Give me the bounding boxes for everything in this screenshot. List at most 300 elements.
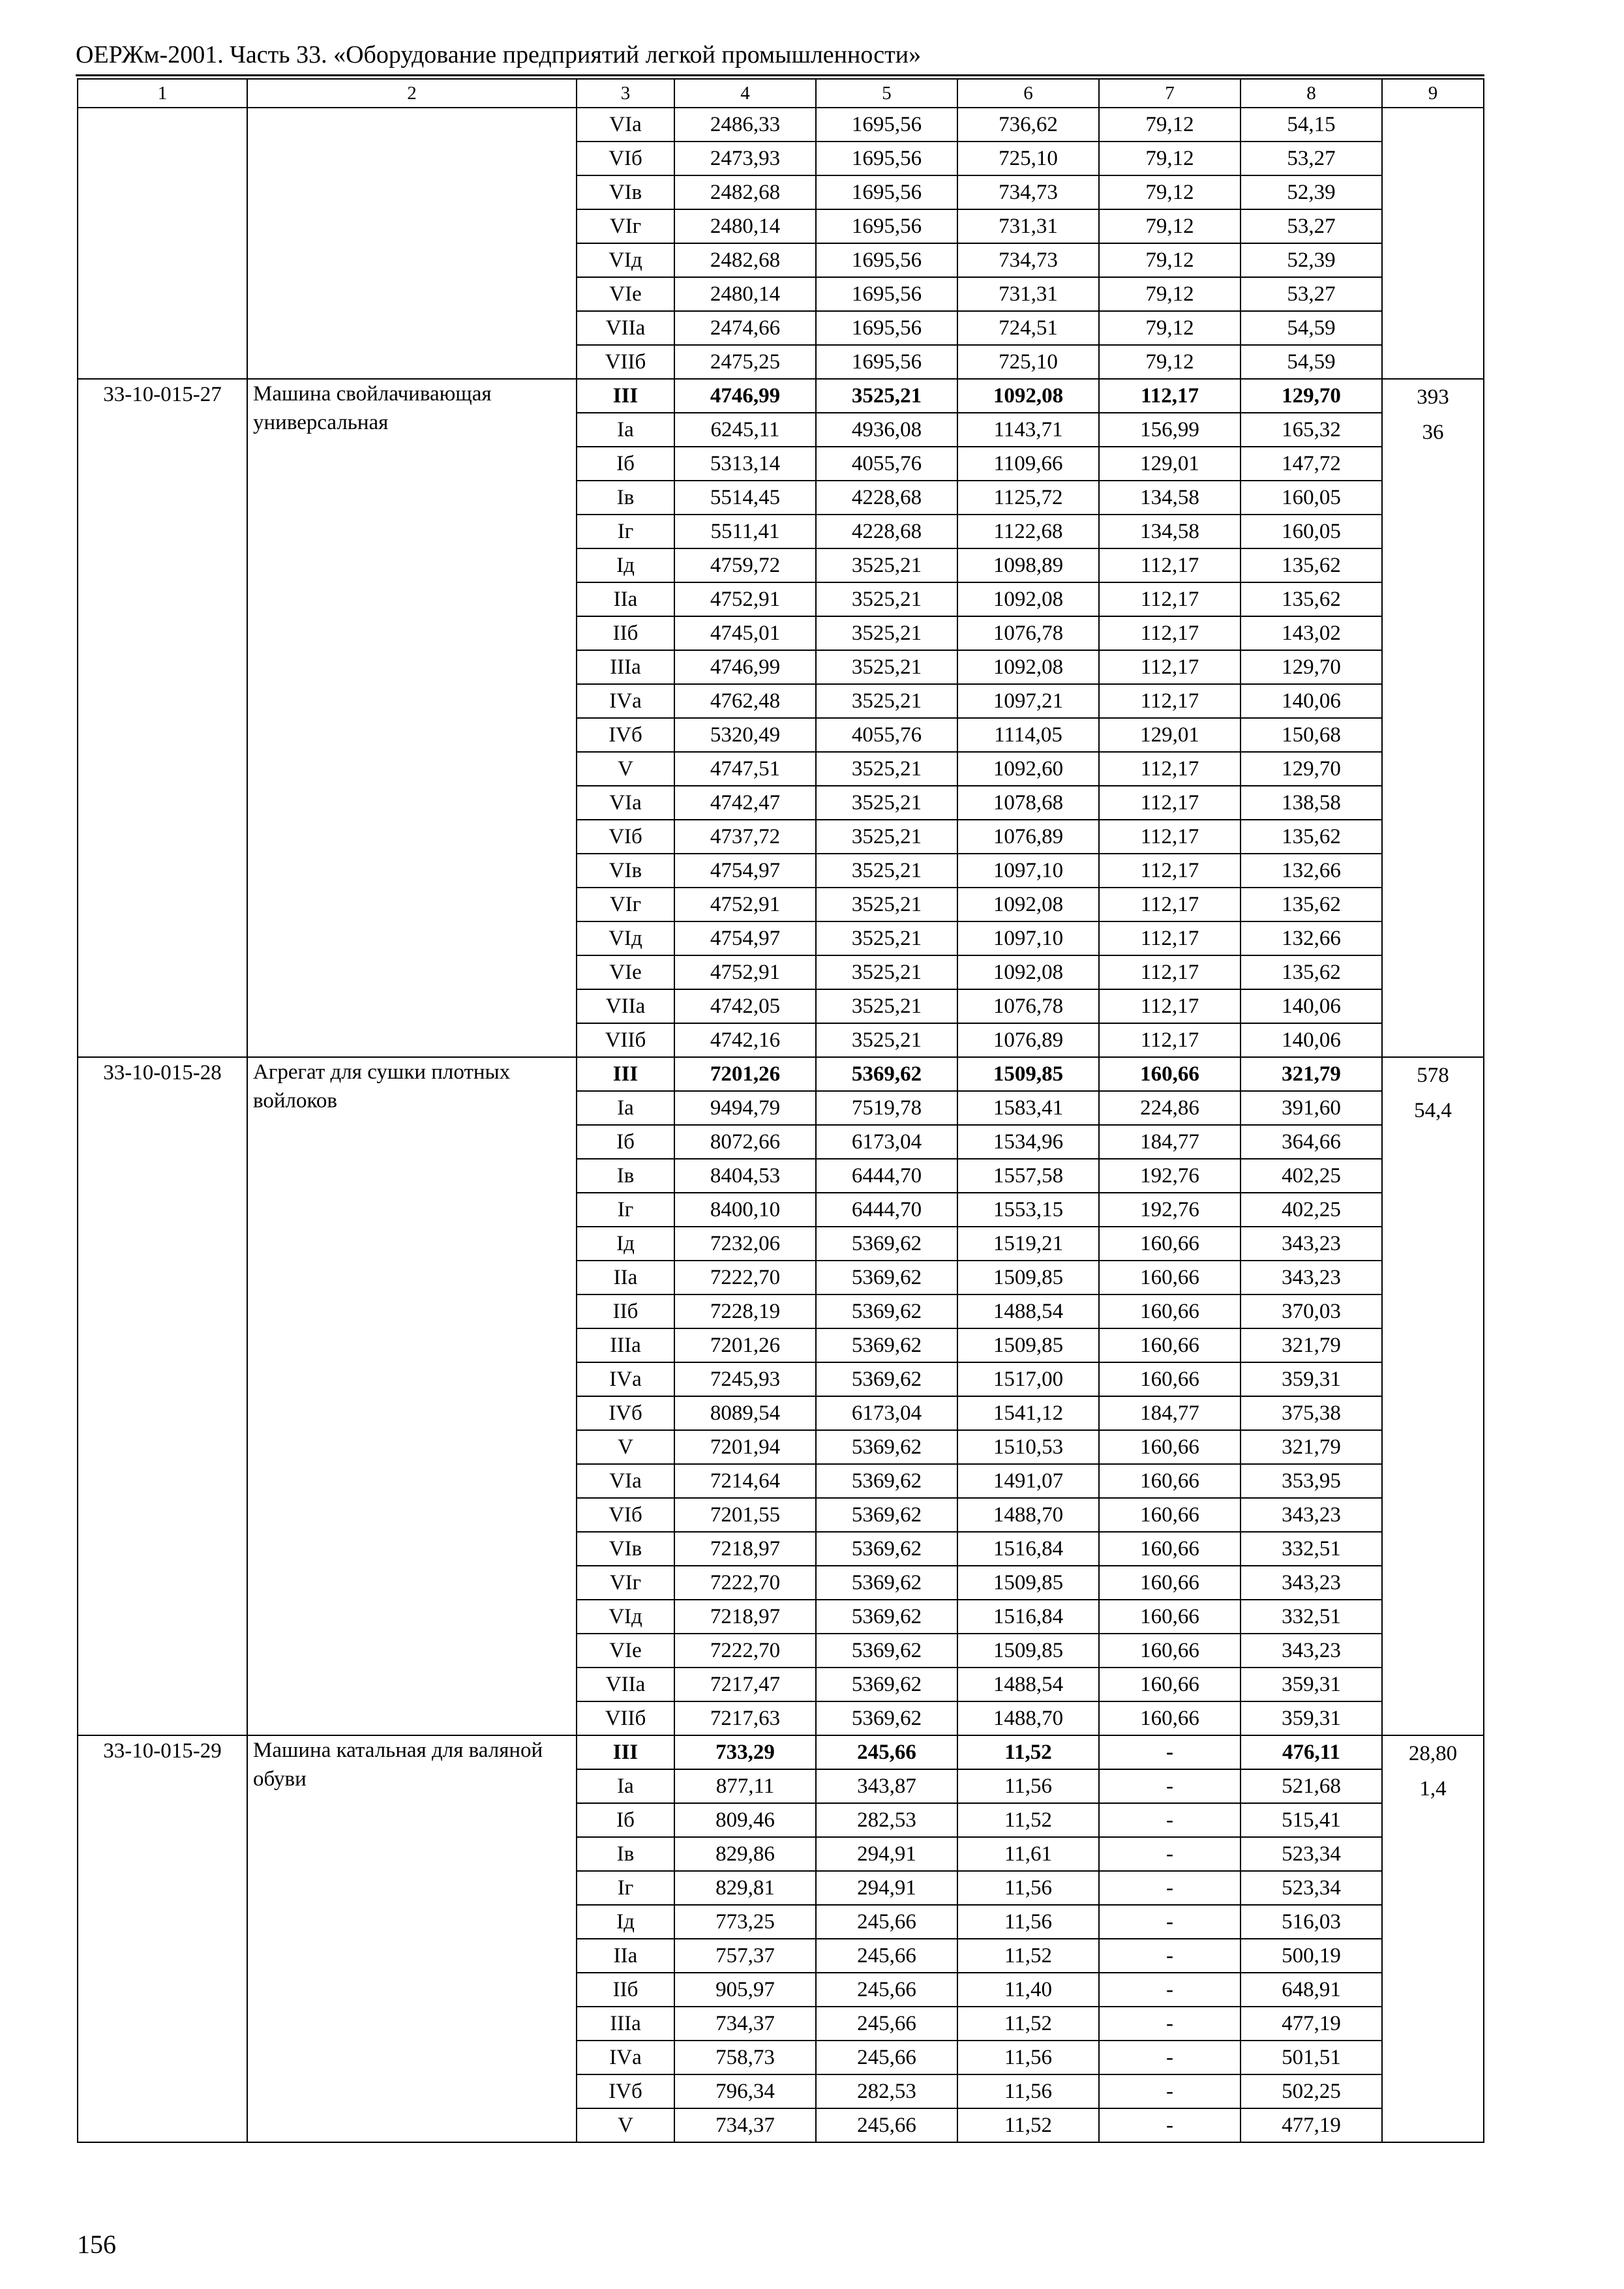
value-cell: 245,66 — [816, 1973, 957, 2007]
value-cell: - — [1099, 1973, 1241, 2007]
value-cell: 52,39 — [1241, 175, 1382, 209]
value-cell: 4752,91 — [674, 888, 816, 921]
value-cell: 332,51 — [1241, 1532, 1382, 1566]
value-cell: 7222,70 — [674, 1261, 816, 1294]
value-cell: 160,66 — [1099, 1328, 1241, 1362]
value-cell: 809,46 — [674, 1803, 816, 1837]
value-cell: 359,31 — [1241, 1701, 1382, 1735]
value-cell: - — [1099, 1905, 1241, 1939]
category-cell: IVа — [577, 2041, 674, 2074]
column-number: 9 — [1382, 79, 1484, 108]
value-cell: 7201,26 — [674, 1328, 816, 1362]
column-number: 6 — [957, 79, 1099, 108]
value-cell: 1510,53 — [957, 1430, 1099, 1464]
value-cell: 1143,71 — [957, 413, 1099, 447]
value-cell: 3525,21 — [816, 989, 957, 1023]
value-cell: 79,12 — [1099, 142, 1241, 175]
value-cell: 165,32 — [1241, 413, 1382, 447]
value-cell: 4742,16 — [674, 1023, 816, 1057]
value-cell: 734,37 — [674, 2007, 816, 2041]
item-name: Агрегат для сушки плотных войлоков — [247, 1057, 577, 1735]
value-cell: 6245,11 — [674, 413, 816, 447]
value-cell: 4759,72 — [674, 548, 816, 582]
item-notes — [1382, 1057, 1484, 1735]
value-cell: 11,56 — [957, 1871, 1099, 1905]
category-cell: IVа — [577, 684, 674, 718]
note-value: 393 — [1417, 385, 1449, 409]
value-cell: 402,25 — [1241, 1159, 1382, 1193]
category-cell: IIIа — [577, 2007, 674, 2041]
value-cell: 370,03 — [1241, 1294, 1382, 1328]
value-cell: 7218,97 — [674, 1532, 816, 1566]
value-cell: - — [1099, 1735, 1241, 1769]
value-cell: 1092,08 — [957, 379, 1099, 413]
value-cell: 11,52 — [957, 1939, 1099, 1973]
value-cell: 4742,05 — [674, 989, 816, 1023]
value-cell: 4754,97 — [674, 921, 816, 955]
category-cell: Iб — [577, 447, 674, 481]
category-cell: IIб — [577, 1973, 674, 2007]
value-cell: 282,53 — [816, 1803, 957, 1837]
value-cell: 321,79 — [1241, 1328, 1382, 1362]
value-cell: 160,05 — [1241, 481, 1382, 515]
value-cell: 3525,21 — [816, 921, 957, 955]
note-value: 1,4 — [1419, 1777, 1447, 1801]
category-cell: Iа — [577, 1769, 674, 1803]
value-cell: 160,66 — [1099, 1057, 1241, 1091]
value-cell: - — [1099, 1871, 1241, 1905]
value-cell: 4746,99 — [674, 379, 816, 413]
category-cell: VIв — [577, 1532, 674, 1566]
value-cell: 2474,66 — [674, 311, 816, 345]
value-cell: 11,61 — [957, 1837, 1099, 1871]
value-cell: 4936,08 — [816, 413, 957, 447]
item-code: 33-10-015-28 — [78, 1057, 247, 1735]
value-cell: - — [1099, 1803, 1241, 1837]
value-cell: 6173,04 — [816, 1396, 957, 1430]
category-cell: IIб — [577, 616, 674, 650]
category-cell: VIIб — [577, 1701, 674, 1735]
value-cell: 2480,14 — [674, 277, 816, 311]
value-cell: 343,23 — [1241, 1227, 1382, 1261]
value-cell: 112,17 — [1099, 989, 1241, 1023]
category-cell: Iв — [577, 481, 674, 515]
value-cell: 160,66 — [1099, 1430, 1241, 1464]
table-row — [78, 1735, 1484, 1769]
value-cell: 2482,68 — [674, 243, 816, 277]
value-cell: 282,53 — [816, 2074, 957, 2108]
value-cell: 129,70 — [1241, 379, 1382, 413]
category-cell: Iд — [577, 1227, 674, 1261]
value-cell: 7222,70 — [674, 1634, 816, 1668]
column-number: 3 — [577, 79, 674, 108]
value-cell: 11,52 — [957, 1735, 1099, 1769]
value-cell: 477,19 — [1241, 2007, 1382, 2041]
value-cell: 515,41 — [1241, 1803, 1382, 1837]
value-cell: 364,66 — [1241, 1125, 1382, 1159]
value-cell: 7232,06 — [674, 1227, 816, 1261]
value-cell: 343,23 — [1241, 1566, 1382, 1600]
price-table — [77, 78, 1484, 2143]
value-cell: 5369,62 — [816, 1600, 957, 1634]
value-cell: 1488,70 — [957, 1701, 1099, 1735]
value-cell: 5369,62 — [816, 1294, 957, 1328]
category-cell: Iд — [577, 1905, 674, 1939]
value-cell: 2473,93 — [674, 142, 816, 175]
value-cell: 4742,47 — [674, 786, 816, 820]
value-cell: 245,66 — [816, 2041, 957, 2074]
value-cell: 1491,07 — [957, 1464, 1099, 1498]
value-cell: 2475,25 — [674, 345, 816, 379]
value-cell: 1583,41 — [957, 1091, 1099, 1125]
value-cell: 4055,76 — [816, 718, 957, 752]
category-cell: IVа — [577, 1362, 674, 1396]
value-cell: 1076,78 — [957, 616, 1099, 650]
category-cell: VIв — [577, 854, 674, 888]
value-cell: - — [1099, 1837, 1241, 1871]
value-cell: 160,66 — [1099, 1532, 1241, 1566]
page-header — [76, 38, 1484, 76]
value-cell: 4752,91 — [674, 582, 816, 616]
value-cell: 1097,10 — [957, 921, 1099, 955]
category-cell: V — [577, 2108, 674, 2142]
value-cell: 134,58 — [1099, 481, 1241, 515]
value-cell: 79,12 — [1099, 108, 1241, 142]
value-cell: 1695,56 — [816, 345, 957, 379]
value-cell: 773,25 — [674, 1905, 816, 1939]
value-cell: 3525,21 — [816, 650, 957, 684]
value-cell: 3525,21 — [816, 616, 957, 650]
value-cell: 8400,10 — [674, 1193, 816, 1227]
value-cell: - — [1099, 2108, 1241, 2142]
value-cell: 79,12 — [1099, 277, 1241, 311]
value-cell: 140,06 — [1241, 989, 1382, 1023]
value-cell: 502,25 — [1241, 2074, 1382, 2108]
value-cell: 112,17 — [1099, 684, 1241, 718]
value-cell: 5369,62 — [816, 1498, 957, 1532]
value-cell: 3525,21 — [816, 752, 957, 786]
value-cell: 1097,21 — [957, 684, 1099, 718]
category-cell: VIе — [577, 277, 674, 311]
value-cell: 160,66 — [1099, 1261, 1241, 1294]
value-cell: 150,68 — [1241, 718, 1382, 752]
value-cell: 7245,93 — [674, 1362, 816, 1396]
value-cell: 132,66 — [1241, 854, 1382, 888]
value-cell: - — [1099, 1769, 1241, 1803]
value-cell: 3525,21 — [816, 548, 957, 582]
value-cell: 1092,08 — [957, 650, 1099, 684]
category-cell: VIб — [577, 820, 674, 854]
value-cell: 476,11 — [1241, 1735, 1382, 1769]
category-cell: V — [577, 752, 674, 786]
value-cell: 1517,00 — [957, 1362, 1099, 1396]
value-cell: 245,66 — [816, 1905, 957, 1939]
value-cell: 112,17 — [1099, 548, 1241, 582]
value-cell: 7201,94 — [674, 1430, 816, 1464]
value-cell: 5369,62 — [816, 1328, 957, 1362]
category-cell: VIг — [577, 209, 674, 243]
category-cell: IVб — [577, 1396, 674, 1430]
value-cell: 4745,01 — [674, 616, 816, 650]
value-cell: 5320,49 — [674, 718, 816, 752]
value-cell: 79,12 — [1099, 243, 1241, 277]
value-cell: 1078,68 — [957, 786, 1099, 820]
value-cell: 192,76 — [1099, 1193, 1241, 1227]
value-cell: 725,10 — [957, 142, 1099, 175]
value-cell: 8089,54 — [674, 1396, 816, 1430]
category-cell: VIд — [577, 243, 674, 277]
category-cell: VIб — [577, 142, 674, 175]
value-cell: 53,27 — [1241, 209, 1382, 243]
category-cell: VIIа — [577, 989, 674, 1023]
value-cell: 294,91 — [816, 1837, 957, 1871]
value-cell: 1092,08 — [957, 955, 1099, 989]
value-cell: 3525,21 — [816, 955, 957, 989]
value-cell: 5369,62 — [816, 1668, 957, 1701]
column-number: 5 — [816, 79, 957, 108]
item-code: 33-10-015-29 — [78, 1735, 247, 2142]
value-cell: 7214,64 — [674, 1464, 816, 1498]
value-cell: 343,23 — [1241, 1634, 1382, 1668]
value-cell: 160,66 — [1099, 1294, 1241, 1328]
category-cell: Iг — [577, 515, 674, 548]
category-cell: IIIа — [577, 1328, 674, 1362]
category-cell: Iб — [577, 1125, 674, 1159]
value-cell: 8404,53 — [674, 1159, 816, 1193]
value-cell: 7217,63 — [674, 1701, 816, 1735]
item-code — [78, 108, 247, 379]
value-cell: 7201,55 — [674, 1498, 816, 1532]
value-cell: 245,66 — [816, 1735, 957, 1769]
note-value: 54,4 — [1414, 1099, 1452, 1122]
value-cell: 294,91 — [816, 1871, 957, 1905]
value-cell: 135,62 — [1241, 582, 1382, 616]
category-cell: Iг — [577, 1193, 674, 1227]
value-cell: 1516,84 — [957, 1600, 1099, 1634]
value-cell: 4055,76 — [816, 447, 957, 481]
category-cell: VIг — [577, 1566, 674, 1600]
category-cell: Iв — [577, 1159, 674, 1193]
value-cell: 7228,19 — [674, 1294, 816, 1328]
value-cell: 5369,62 — [816, 1634, 957, 1668]
value-cell: 648,91 — [1241, 1973, 1382, 2007]
value-cell: 359,31 — [1241, 1668, 1382, 1701]
category-cell: V — [577, 1430, 674, 1464]
value-cell: 135,62 — [1241, 888, 1382, 921]
value-cell: 135,62 — [1241, 820, 1382, 854]
value-cell: 79,12 — [1099, 209, 1241, 243]
category-cell: VIа — [577, 786, 674, 820]
column-number: 2 — [247, 79, 577, 108]
value-cell: 138,58 — [1241, 786, 1382, 820]
value-cell: 1509,85 — [957, 1634, 1099, 1668]
value-cell: 245,66 — [816, 1939, 957, 1973]
value-cell: 1509,85 — [957, 1328, 1099, 1362]
value-cell: 129,70 — [1241, 650, 1382, 684]
item-notes — [1382, 108, 1484, 379]
item-name — [247, 108, 577, 379]
value-cell: 54,59 — [1241, 345, 1382, 379]
value-cell: 516,03 — [1241, 1905, 1382, 1939]
value-cell: 160,66 — [1099, 1362, 1241, 1396]
value-cell: 1092,60 — [957, 752, 1099, 786]
note-value: 36 — [1422, 421, 1444, 444]
value-cell: 9494,79 — [674, 1091, 816, 1125]
value-cell: 2486,33 — [674, 108, 816, 142]
value-cell: 1076,89 — [957, 1023, 1099, 1057]
value-cell: 3525,21 — [816, 820, 957, 854]
value-cell: 391,60 — [1241, 1091, 1382, 1125]
value-cell: 160,66 — [1099, 1464, 1241, 1498]
value-cell: 796,34 — [674, 2074, 816, 2108]
value-cell: 734,37 — [674, 2108, 816, 2142]
value-cell: 2480,14 — [674, 209, 816, 243]
value-cell: 1092,08 — [957, 888, 1099, 921]
value-cell: 477,19 — [1241, 2108, 1382, 2142]
value-cell: 5369,62 — [816, 1566, 957, 1600]
column-number: 7 — [1099, 79, 1241, 108]
value-cell: 112,17 — [1099, 955, 1241, 989]
value-cell: 1092,08 — [957, 582, 1099, 616]
value-cell: 1098,89 — [957, 548, 1099, 582]
value-cell: 3525,21 — [816, 786, 957, 820]
value-cell: 1097,10 — [957, 854, 1099, 888]
category-cell: Iв — [577, 1837, 674, 1871]
category-cell: III — [577, 379, 674, 413]
table-row — [78, 379, 1484, 413]
value-cell: 343,87 — [816, 1769, 957, 1803]
value-cell: 6173,04 — [816, 1125, 957, 1159]
value-cell: 5369,62 — [816, 1362, 957, 1396]
value-cell: 3525,21 — [816, 379, 957, 413]
value-cell: 829,86 — [674, 1837, 816, 1871]
value-cell: 11,52 — [957, 2108, 1099, 2142]
value-cell: 11,52 — [957, 2007, 1099, 2041]
value-cell: 1534,96 — [957, 1125, 1099, 1159]
value-cell: 4754,97 — [674, 854, 816, 888]
value-cell: 4746,99 — [674, 650, 816, 684]
value-cell: 112,17 — [1099, 379, 1241, 413]
category-cell: VIIа — [577, 1668, 674, 1701]
value-cell: 3525,21 — [816, 854, 957, 888]
category-cell: Iб — [577, 1803, 674, 1837]
category-cell: IIа — [577, 582, 674, 616]
value-cell: 1557,58 — [957, 1159, 1099, 1193]
value-cell: 4762,48 — [674, 684, 816, 718]
value-cell: 734,73 — [957, 175, 1099, 209]
category-cell: Iд — [577, 548, 674, 582]
value-cell: 54,59 — [1241, 311, 1382, 345]
value-cell: 734,73 — [957, 243, 1099, 277]
value-cell: 112,17 — [1099, 854, 1241, 888]
value-cell: 224,86 — [1099, 1091, 1241, 1125]
value-cell: 1553,15 — [957, 1193, 1099, 1227]
item-notes — [1382, 1735, 1484, 2142]
value-cell: 1509,85 — [957, 1261, 1099, 1294]
value-cell: 736,62 — [957, 108, 1099, 142]
category-cell: VIа — [577, 108, 674, 142]
value-cell: 140,06 — [1241, 684, 1382, 718]
category-cell: IVб — [577, 2074, 674, 2108]
value-cell: 112,17 — [1099, 921, 1241, 955]
page-number: 156 — [77, 2230, 116, 2259]
value-cell: 112,17 — [1099, 616, 1241, 650]
value-cell: 332,51 — [1241, 1600, 1382, 1634]
value-cell: 53,27 — [1241, 142, 1382, 175]
value-cell: 501,51 — [1241, 2041, 1382, 2074]
value-cell: 7217,47 — [674, 1668, 816, 1701]
category-cell: VIIа — [577, 311, 674, 345]
value-cell: 143,02 — [1241, 616, 1382, 650]
note-value: 578 — [1417, 1064, 1449, 1087]
value-cell: 160,66 — [1099, 1634, 1241, 1668]
category-cell: VIе — [577, 955, 674, 989]
category-cell: VIг — [577, 888, 674, 921]
value-cell: 1541,12 — [957, 1396, 1099, 1430]
value-cell: 731,31 — [957, 277, 1099, 311]
category-cell: VIIб — [577, 345, 674, 379]
value-cell: 1519,21 — [957, 1227, 1099, 1261]
table-row — [78, 108, 1484, 142]
column-number-row — [78, 79, 1484, 108]
value-cell: 11,56 — [957, 2041, 1099, 2074]
value-cell: 53,27 — [1241, 277, 1382, 311]
value-cell: 79,12 — [1099, 345, 1241, 379]
category-cell: IVб — [577, 718, 674, 752]
value-cell: - — [1099, 1939, 1241, 1973]
value-cell: 3525,21 — [816, 684, 957, 718]
item-name: Машина свойлачивающая универсальная — [247, 379, 577, 1057]
value-cell: 1509,85 — [957, 1057, 1099, 1091]
category-cell: IIIа — [577, 650, 674, 684]
value-cell: 1109,66 — [957, 447, 1099, 481]
note-value: 28,80 — [1408, 1742, 1458, 1765]
value-cell: 359,31 — [1241, 1362, 1382, 1396]
value-cell: - — [1099, 2074, 1241, 2108]
value-cell: 500,19 — [1241, 1939, 1382, 1973]
value-cell: 129,70 — [1241, 752, 1382, 786]
category-cell: VIIб — [577, 1023, 674, 1057]
value-cell: 5369,62 — [816, 1057, 957, 1091]
value-cell: 1114,05 — [957, 718, 1099, 752]
value-cell: 134,58 — [1099, 515, 1241, 548]
value-cell: 321,79 — [1241, 1430, 1382, 1464]
category-cell: VIе — [577, 1634, 674, 1668]
value-cell: 129,01 — [1099, 718, 1241, 752]
value-cell: 1076,89 — [957, 820, 1099, 854]
table-row — [78, 1057, 1484, 1091]
value-cell: 877,11 — [674, 1769, 816, 1803]
value-cell: 245,66 — [816, 2108, 957, 2142]
value-cell: 79,12 — [1099, 175, 1241, 209]
value-cell: 7222,70 — [674, 1566, 816, 1600]
category-cell: Iг — [577, 1871, 674, 1905]
value-cell: 1488,54 — [957, 1294, 1099, 1328]
value-cell: 321,79 — [1241, 1057, 1382, 1091]
value-cell: 1488,54 — [957, 1668, 1099, 1701]
value-cell: 135,62 — [1241, 955, 1382, 989]
value-cell: 160,05 — [1241, 515, 1382, 548]
value-cell: 11,56 — [957, 1905, 1099, 1939]
value-cell: 192,76 — [1099, 1159, 1241, 1193]
value-cell: 757,37 — [674, 1939, 816, 1973]
value-cell: 3525,21 — [816, 582, 957, 616]
value-cell: 3525,21 — [816, 1023, 957, 1057]
value-cell: 353,95 — [1241, 1464, 1382, 1498]
value-cell: 5313,14 — [674, 447, 816, 481]
value-cell: 11,56 — [957, 1769, 1099, 1803]
category-cell: VIа — [577, 1464, 674, 1498]
